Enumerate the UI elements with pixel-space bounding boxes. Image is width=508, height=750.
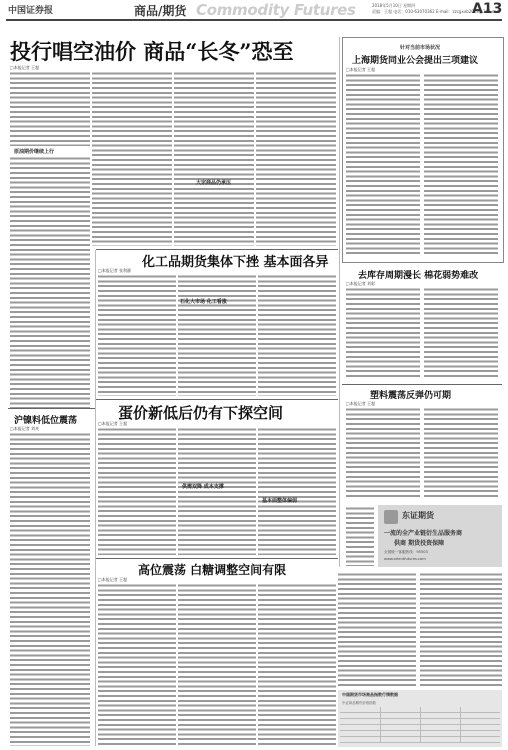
sidebar-col2 <box>424 73 498 256</box>
plastics-col3 <box>338 572 416 687</box>
chem-col3 <box>258 274 336 396</box>
index-table-note: 中证商品期货价格指数 <box>342 701 376 705</box>
masthead: 中国证券报 <box>8 6 54 16</box>
plastics-col4 <box>420 572 502 687</box>
chem-col1 <box>98 274 176 396</box>
plastics-col1b <box>346 506 374 566</box>
nickel-byline: □本报记者 刘麦 <box>10 426 40 431</box>
sidebar-byline: □本报记者 王超 <box>346 67 376 72</box>
main-subhead-2: 大宗商品仍承压 <box>196 180 232 186</box>
chem-byline: □本报记者 张利静 <box>98 268 132 273</box>
column-divider <box>95 250 96 746</box>
divider-plastics <box>342 384 502 385</box>
sugar-headline: 高位震荡 白糖调整空间有限 <box>138 563 287 577</box>
egg-col3 <box>258 427 336 555</box>
cotton-col1 <box>346 287 420 377</box>
header-rule <box>6 19 502 21</box>
cotton-col2 <box>424 287 498 377</box>
editor-contact: 责编：王超 电话：010-63070362 E-mail：zzcgxxb2008@163.com <box>372 9 501 14</box>
table-col-divider <box>380 707 381 743</box>
table-col-divider <box>460 707 461 743</box>
plastics-headline: 塑料震荡反弹仍可期 <box>370 391 452 401</box>
cotton-headline: 去库存周期漫长 棉花弱势难改 <box>358 271 479 281</box>
sidebar-tag: 针对当前市场状况 <box>400 45 441 51</box>
index-table-grid <box>340 707 500 745</box>
plastics-col1 <box>346 407 420 499</box>
chem-subhead: 石化大市场 化工看涨 <box>180 299 227 305</box>
egg-col1 <box>98 427 176 555</box>
divider-sugar <box>96 558 338 559</box>
egg-byline: □本报记者 王超 <box>98 421 128 426</box>
cotton-byline: □本报记者 刘彩 <box>346 281 376 286</box>
ad-website[interactable]: www.orientfutures.com <box>384 557 426 561</box>
ad-brand: 东证期货 <box>402 511 434 520</box>
table-col-divider <box>420 707 421 743</box>
nickel-col1 <box>10 432 90 746</box>
divider-nickel <box>8 408 96 409</box>
divider-egg <box>96 399 338 400</box>
egg-subhead-1: 供需双降 成本支撑 <box>182 484 224 490</box>
nickel-headline: 沪镍料低位震荡 <box>14 416 78 426</box>
section-title-english: Commodity Futures <box>196 1 356 19</box>
divider-chem <box>96 249 338 250</box>
chem-col2 <box>178 274 256 396</box>
main-article-col2 <box>92 71 172 246</box>
section-title: 商品/期货 <box>134 4 187 18</box>
egg-col2 <box>178 427 256 555</box>
brand-logo-icon <box>384 510 398 524</box>
plastics-col2 <box>424 407 498 499</box>
page-number: A13 <box>472 1 503 17</box>
ad-slogan: 一流的全产业链衍生品服务商 <box>384 530 463 537</box>
main-article-col3 <box>174 71 254 246</box>
main-article-col4 <box>256 71 336 246</box>
main-article-col1 <box>10 71 90 146</box>
plastics-byline: □本报记者 王超 <box>346 401 376 406</box>
main-headline: 投行唱空油价 商品“长冬”恐至 <box>10 39 294 64</box>
chem-headline: 化工品期货集体下挫 基本面各异 <box>142 255 329 270</box>
main-byline: □本报记者 王超 <box>10 65 40 70</box>
ad-hotline: 全国统一客服热线：95503 <box>384 550 428 554</box>
ad-slogan-2: 供商 期货投资保障 <box>394 540 445 547</box>
main-article-col1b <box>10 156 90 408</box>
sugar-col3 <box>258 583 336 746</box>
index-table-title: 中国期货市场商品指数行情数据 <box>342 692 398 697</box>
egg-subhead-2: 基本面整体偏弱 <box>262 498 298 504</box>
sidebar-col1 <box>346 73 420 256</box>
sugar-byline: □本报记者 王超 <box>98 577 128 582</box>
egg-headline: 蛋价新低后仍有下探空间 <box>118 404 284 422</box>
column-divider <box>339 37 340 567</box>
sugar-col1 <box>98 583 176 746</box>
sidebar-headline: 上海期货同业公会提出三项建议 <box>352 56 479 66</box>
main-subhead-1: 原油期价继续上行 <box>14 149 55 155</box>
issue-date: 2018年5月10日 星期四 <box>372 3 416 8</box>
sugar-col2 <box>178 583 256 746</box>
